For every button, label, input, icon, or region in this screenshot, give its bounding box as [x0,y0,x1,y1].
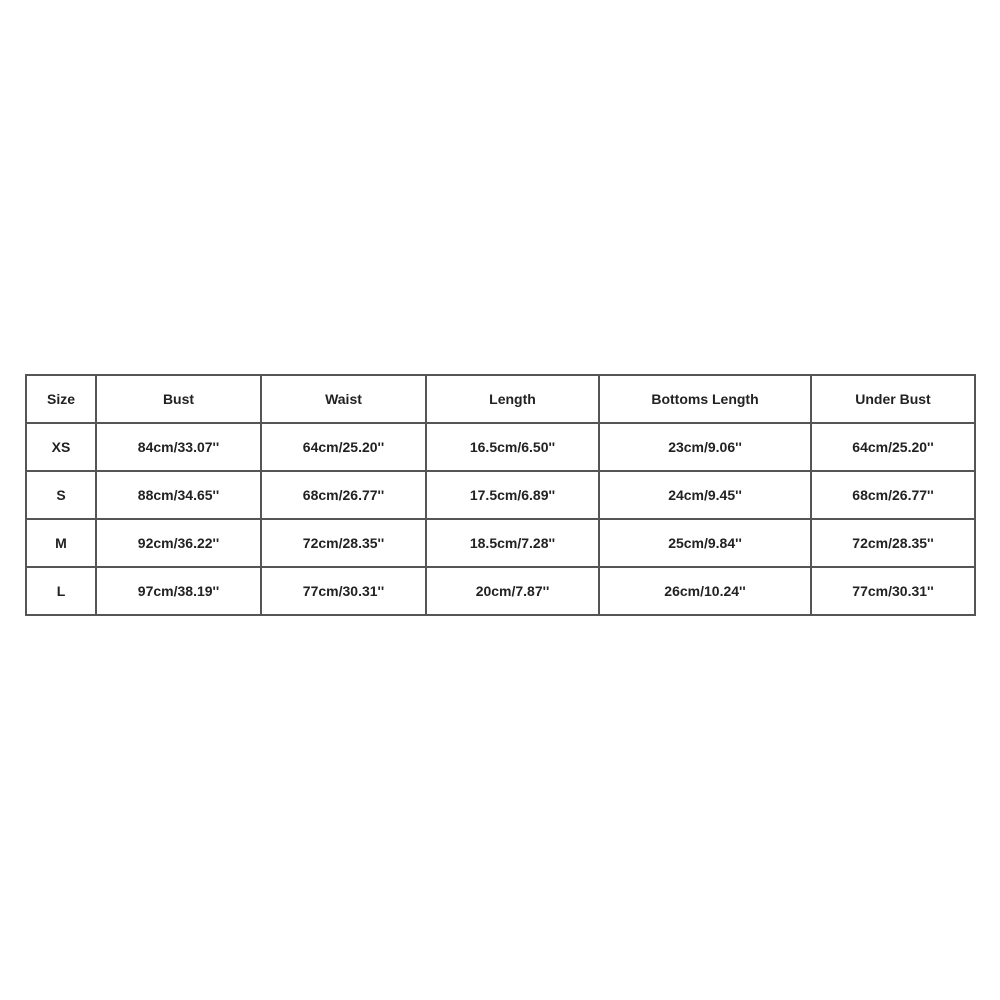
table-row [26,567,975,615]
bust-cell: 88cm/34.65'' [96,471,261,519]
waist-cell: 68cm/26.77'' [261,471,426,519]
waist-cell: 72cm/28.35'' [261,519,426,567]
length-cell: 18.5cm/7.28'' [426,519,599,567]
bust-cell: 84cm/33.07'' [96,423,261,471]
table-row [26,471,975,519]
table-row [26,423,975,471]
header-row [26,375,975,423]
header-under-bust: Under Bust [811,375,975,423]
size-cell: M [26,519,96,567]
size-cell: S [26,471,96,519]
size-cell: XS [26,423,96,471]
table-row [26,519,975,567]
under-bust-cell: 68cm/26.77'' [811,471,975,519]
header-waist: Waist [261,375,426,423]
bust-cell: 97cm/38.19'' [96,567,261,615]
size-cell: L [26,567,96,615]
bottoms-length-cell: 23cm/9.06'' [599,423,811,471]
header-length: Length [426,375,599,423]
bust-cell: 92cm/36.22'' [96,519,261,567]
header-size: Size [26,375,96,423]
under-bust-cell: 72cm/28.35'' [811,519,975,567]
waist-cell: 77cm/30.31'' [261,567,426,615]
length-cell: 16.5cm/6.50'' [426,423,599,471]
under-bust-cell: 64cm/25.20'' [811,423,975,471]
bottoms-length-cell: 26cm/10.24'' [599,567,811,615]
size-chart-table [25,374,976,616]
under-bust-cell: 77cm/30.31'' [811,567,975,615]
length-cell: 20cm/7.87'' [426,567,599,615]
length-cell: 17.5cm/6.89'' [426,471,599,519]
waist-cell: 64cm/25.20'' [261,423,426,471]
bottoms-length-cell: 24cm/9.45'' [599,471,811,519]
header-bottoms-length: Bottoms Length [599,375,811,423]
bottoms-length-cell: 25cm/9.84'' [599,519,811,567]
header-bust: Bust [96,375,261,423]
